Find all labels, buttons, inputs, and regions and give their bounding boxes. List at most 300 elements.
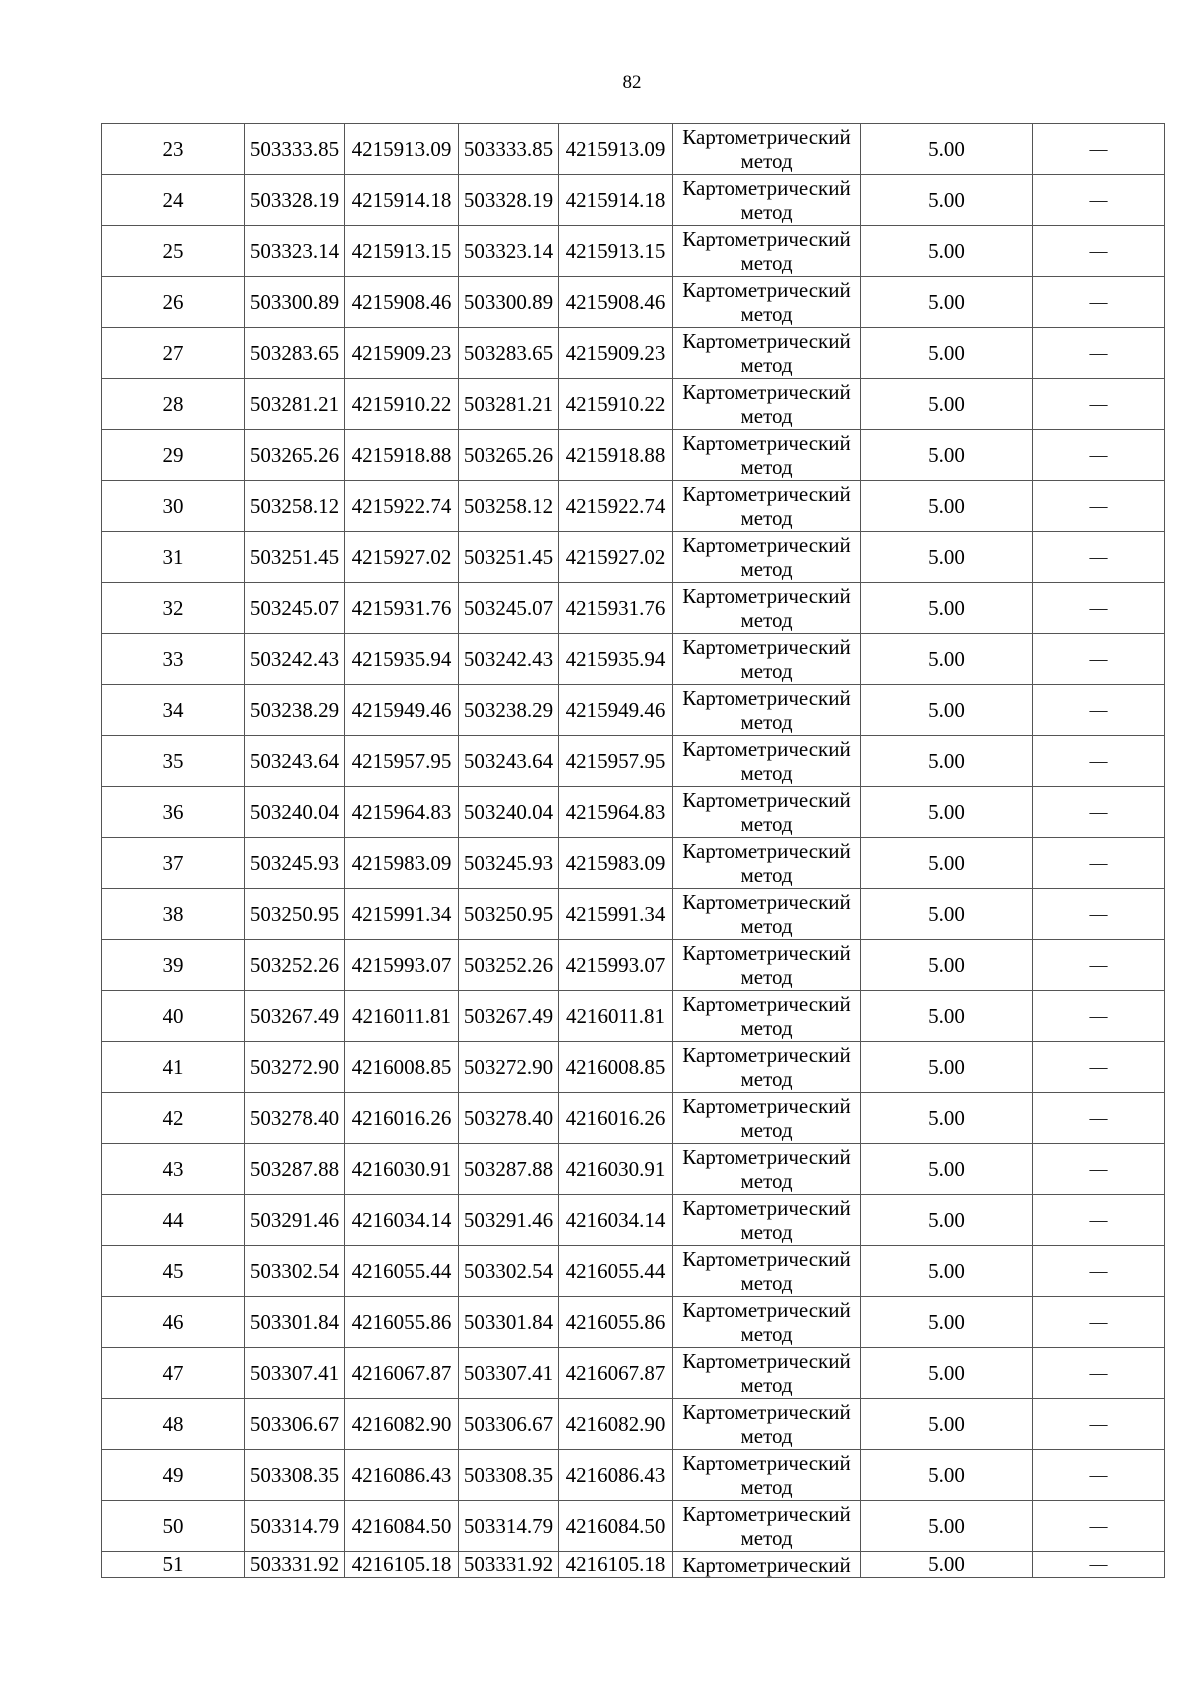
table-row: [102, 124, 1165, 175]
x-old-cell: 503245.07: [245, 583, 345, 634]
precision-cell: 5.00: [861, 1552, 1033, 1578]
x-new-cell: 503250.95: [459, 889, 559, 940]
method-label: Картометрический: [682, 1145, 851, 1169]
method-cell: [673, 787, 861, 838]
description-cell: —: [1033, 430, 1165, 481]
precision-cell: 5.00: [861, 1144, 1033, 1195]
x-new-cell: 503245.93: [459, 838, 559, 889]
x-old-cell: 503306.67: [245, 1399, 345, 1450]
method-label: Картометрический: [682, 1451, 851, 1475]
precision-cell: 5.00: [861, 787, 1033, 838]
point-number-cell: 47: [102, 1348, 245, 1399]
method-label-suffix: метод: [740, 506, 793, 530]
x-new-cell: 503258.12: [459, 481, 559, 532]
table-row: [102, 328, 1165, 379]
table-row: [102, 1246, 1165, 1297]
method-label-suffix: метод: [740, 659, 793, 683]
method-label-suffix: метод: [740, 251, 793, 275]
x-old-cell: 503252.26: [245, 940, 345, 991]
method-cell: [673, 838, 861, 889]
y-new-cell: 4215991.34: [559, 889, 673, 940]
x-new-cell: 503302.54: [459, 1246, 559, 1297]
x-old-cell: 503238.29: [245, 685, 345, 736]
x-old-cell: 503307.41: [245, 1348, 345, 1399]
x-new-cell: 503307.41: [459, 1348, 559, 1399]
method-label-suffix: метод: [740, 1169, 793, 1193]
method-label: Картометрический: [682, 1043, 851, 1067]
x-new-cell: 503283.65: [459, 328, 559, 379]
method-label: Картометрический: [682, 992, 851, 1016]
method-label-suffix: метод: [740, 404, 793, 428]
y-new-cell: 4215909.23: [559, 328, 673, 379]
x-old-cell: 503302.54: [245, 1246, 345, 1297]
x-new-cell: 503278.40: [459, 1093, 559, 1144]
y-new-cell: 4215918.88: [559, 430, 673, 481]
description-cell: —: [1033, 634, 1165, 685]
point-number-cell: 23: [102, 124, 245, 175]
y-old-cell: 4216055.86: [345, 1297, 459, 1348]
precision-cell: 5.00: [861, 940, 1033, 991]
point-number-cell: 38: [102, 889, 245, 940]
method-label-suffix: метод: [740, 812, 793, 836]
x-old-cell: 503281.21: [245, 379, 345, 430]
y-new-cell: 4215922.74: [559, 481, 673, 532]
y-new-cell: 4215910.22: [559, 379, 673, 430]
method-label: Картометрический: [682, 1349, 851, 1373]
table-row: [102, 685, 1165, 736]
description-cell: —: [1033, 940, 1165, 991]
y-new-cell: 4216034.14: [559, 1195, 673, 1246]
y-new-cell: 4215927.02: [559, 532, 673, 583]
method-label: Картометрический: [682, 584, 851, 608]
method-label: Картометрический: [682, 278, 851, 302]
description-cell: —: [1033, 1246, 1165, 1297]
table-row: [102, 1297, 1165, 1348]
method-label-suffix: метод: [740, 1016, 793, 1040]
x-new-cell: 503240.04: [459, 787, 559, 838]
method-cell: [673, 1093, 861, 1144]
y-old-cell: 4216082.90: [345, 1399, 459, 1450]
description-cell: —: [1033, 481, 1165, 532]
x-old-cell: 503242.43: [245, 634, 345, 685]
method-cell: [673, 940, 861, 991]
precision-cell: 5.00: [861, 1297, 1033, 1348]
y-new-cell: 4216030.91: [559, 1144, 673, 1195]
method-label-suffix: метод: [740, 1271, 793, 1295]
y-new-cell: 4215913.09: [559, 124, 673, 175]
y-old-cell: 4216086.43: [345, 1450, 459, 1501]
precision-cell: 5.00: [861, 1501, 1033, 1552]
x-new-cell: 503323.14: [459, 226, 559, 277]
method-cell: [673, 1195, 861, 1246]
method-cell: [673, 991, 861, 1042]
y-new-cell: 4215949.46: [559, 685, 673, 736]
method-label-suffix: метод: [740, 1220, 793, 1244]
y-new-cell: 4216086.43: [559, 1450, 673, 1501]
table-row: [102, 1093, 1165, 1144]
table-row: [102, 481, 1165, 532]
description-cell: —: [1033, 1195, 1165, 1246]
table-row: [102, 787, 1165, 838]
y-new-cell: 4215931.76: [559, 583, 673, 634]
method-cell: [673, 889, 861, 940]
description-cell: —: [1033, 1399, 1165, 1450]
y-new-cell: 4216055.86: [559, 1297, 673, 1348]
x-new-cell: 503287.88: [459, 1144, 559, 1195]
method-cell: [673, 1042, 861, 1093]
x-new-cell: 503308.35: [459, 1450, 559, 1501]
method-label-suffix: метод: [740, 914, 793, 938]
y-new-cell: 4216082.90: [559, 1399, 673, 1450]
point-number-cell: 26: [102, 277, 245, 328]
y-old-cell: 4215935.94: [345, 634, 459, 685]
point-number-cell: 43: [102, 1144, 245, 1195]
coordinates-table: [101, 123, 1165, 1578]
x-old-cell: 503291.46: [245, 1195, 345, 1246]
table-row: [102, 838, 1165, 889]
x-new-cell: 503272.90: [459, 1042, 559, 1093]
table-row: [102, 1042, 1165, 1093]
method-cell: [673, 1297, 861, 1348]
method-cell: [673, 379, 861, 430]
x-new-cell: 503243.64: [459, 736, 559, 787]
description-cell: —: [1033, 991, 1165, 1042]
method-label: Картометрический: [682, 1552, 851, 1577]
page-number: 82: [622, 72, 642, 93]
method-label: Картометрический: [682, 890, 851, 914]
table-row: [102, 1144, 1165, 1195]
method-label: Картометрический: [682, 839, 851, 863]
y-new-cell: 4216016.26: [559, 1093, 673, 1144]
precision-cell: 5.00: [861, 736, 1033, 787]
y-old-cell: 4215908.46: [345, 277, 459, 328]
method-cell: [673, 124, 861, 175]
x-new-cell: 503252.26: [459, 940, 559, 991]
description-cell: —: [1033, 1348, 1165, 1399]
table-row: [102, 1195, 1165, 1246]
precision-cell: 5.00: [861, 1348, 1033, 1399]
x-old-cell: 503331.92: [245, 1552, 345, 1578]
precision-cell: 5.00: [861, 379, 1033, 430]
x-new-cell: 503242.43: [459, 634, 559, 685]
method-cell: [673, 532, 861, 583]
precision-cell: 5.00: [861, 175, 1033, 226]
method-cell: [673, 634, 861, 685]
x-old-cell: 503314.79: [245, 1501, 345, 1552]
y-old-cell: 4215913.15: [345, 226, 459, 277]
precision-cell: 5.00: [861, 430, 1033, 481]
method-label: Картометрический: [682, 176, 851, 200]
method-cell: [673, 1450, 861, 1501]
x-old-cell: 503333.85: [245, 124, 345, 175]
x-old-cell: 503243.64: [245, 736, 345, 787]
x-old-cell: 503258.12: [245, 481, 345, 532]
x-old-cell: 503308.35: [245, 1450, 345, 1501]
x-new-cell: 503291.46: [459, 1195, 559, 1246]
x-new-cell: 503238.29: [459, 685, 559, 736]
method-label: Картометрический: [682, 533, 851, 557]
x-new-cell: 503333.85: [459, 124, 559, 175]
x-new-cell: 503331.92: [459, 1552, 559, 1578]
method-label: Картометрический: [682, 686, 851, 710]
point-number-cell: 35: [102, 736, 245, 787]
point-number-cell: 29: [102, 430, 245, 481]
description-cell: —: [1033, 1297, 1165, 1348]
table-row: [102, 940, 1165, 991]
y-new-cell: 4216008.85: [559, 1042, 673, 1093]
x-old-cell: 503267.49: [245, 991, 345, 1042]
description-cell: —: [1033, 583, 1165, 634]
precision-cell: 5.00: [861, 277, 1033, 328]
y-new-cell: 4215913.15: [559, 226, 673, 277]
method-label-suffix: метод: [740, 608, 793, 632]
method-cell: [673, 481, 861, 532]
point-number-cell: 28: [102, 379, 245, 430]
point-number-cell: 31: [102, 532, 245, 583]
x-old-cell: 503250.95: [245, 889, 345, 940]
y-old-cell: 4215918.88: [345, 430, 459, 481]
method-label: Картометрический: [682, 1094, 851, 1118]
method-label-suffix: метод: [740, 302, 793, 326]
method-label-suffix: метод: [740, 1373, 793, 1397]
method-cell: [673, 1144, 861, 1195]
table-body: [102, 124, 1165, 1578]
x-old-cell: 503278.40: [245, 1093, 345, 1144]
point-number-cell: 30: [102, 481, 245, 532]
method-label: Картометрический: [682, 329, 851, 353]
precision-cell: 5.00: [861, 328, 1033, 379]
y-old-cell: 4215914.18: [345, 175, 459, 226]
y-old-cell: 4216008.85: [345, 1042, 459, 1093]
table-row: [102, 379, 1165, 430]
table-row: [102, 1450, 1165, 1501]
precision-cell: 5.00: [861, 124, 1033, 175]
x-new-cell: 503245.07: [459, 583, 559, 634]
method-cell: [673, 1246, 861, 1297]
table-row: [102, 175, 1165, 226]
precision-cell: 5.00: [861, 1450, 1033, 1501]
method-label: Картометрический: [682, 788, 851, 812]
y-old-cell: 4216016.26: [345, 1093, 459, 1144]
method-label-suffix: метод: [740, 149, 793, 173]
y-old-cell: 4216055.44: [345, 1246, 459, 1297]
y-old-cell: 4215991.34: [345, 889, 459, 940]
method-label-suffix: метод: [740, 353, 793, 377]
point-number-cell: 40: [102, 991, 245, 1042]
x-old-cell: 503272.90: [245, 1042, 345, 1093]
table-row: [102, 226, 1165, 277]
method-label: Картометрический: [682, 1247, 851, 1271]
table-row: [102, 1348, 1165, 1399]
description-cell: —: [1033, 1093, 1165, 1144]
precision-cell: 5.00: [861, 1093, 1033, 1144]
y-old-cell: 4215931.76: [345, 583, 459, 634]
x-old-cell: 503265.26: [245, 430, 345, 481]
precision-cell: 5.00: [861, 634, 1033, 685]
method-label-suffix: метод: [740, 761, 793, 785]
description-cell: —: [1033, 532, 1165, 583]
method-cell: [673, 1348, 861, 1399]
method-label: Картометрический: [682, 737, 851, 761]
method-label: Картометрический: [682, 227, 851, 251]
point-number-cell: 25: [102, 226, 245, 277]
method-label: Картометрический: [682, 125, 851, 149]
point-number-cell: 42: [102, 1093, 245, 1144]
x-old-cell: 503301.84: [245, 1297, 345, 1348]
method-label: Картометрический: [682, 1196, 851, 1220]
method-label: Картометрический: [682, 380, 851, 404]
method-label-suffix: метод: [740, 1067, 793, 1091]
x-new-cell: 503281.21: [459, 379, 559, 430]
table-row: [102, 889, 1165, 940]
precision-cell: 5.00: [861, 1399, 1033, 1450]
method-cell: [673, 277, 861, 328]
point-number-cell: 32: [102, 583, 245, 634]
x-new-cell: 503300.89: [459, 277, 559, 328]
table-row: [102, 277, 1165, 328]
y-old-cell: 4215957.95: [345, 736, 459, 787]
precision-cell: 5.00: [861, 685, 1033, 736]
method-label: Картометрический: [682, 1298, 851, 1322]
precision-cell: 5.00: [861, 1195, 1033, 1246]
method-label: Картометрический: [682, 431, 851, 455]
description-cell: —: [1033, 175, 1165, 226]
x-new-cell: 503314.79: [459, 1501, 559, 1552]
method-cell: [673, 736, 861, 787]
description-cell: —: [1033, 838, 1165, 889]
point-number-cell: 45: [102, 1246, 245, 1297]
table-row: [102, 532, 1165, 583]
y-old-cell: 4216105.18: [345, 1552, 459, 1578]
method-cell: [673, 1552, 861, 1578]
y-old-cell: 4215927.02: [345, 532, 459, 583]
method-cell: [673, 328, 861, 379]
method-label-suffix: метод: [740, 863, 793, 887]
x-new-cell: 503265.26: [459, 430, 559, 481]
precision-cell: 5.00: [861, 838, 1033, 889]
table-row: [102, 1501, 1165, 1552]
point-number-cell: 27: [102, 328, 245, 379]
point-number-cell: 50: [102, 1501, 245, 1552]
x-old-cell: 503251.45: [245, 532, 345, 583]
table-row: [102, 583, 1165, 634]
y-old-cell: 4216011.81: [345, 991, 459, 1042]
method-label-suffix: метод: [740, 200, 793, 224]
method-cell: [673, 430, 861, 481]
y-old-cell: 4216067.87: [345, 1348, 459, 1399]
y-old-cell: 4216030.91: [345, 1144, 459, 1195]
y-new-cell: 4216105.18: [559, 1552, 673, 1578]
y-old-cell: 4215983.09: [345, 838, 459, 889]
precision-cell: 5.00: [861, 1042, 1033, 1093]
y-old-cell: 4215909.23: [345, 328, 459, 379]
x-old-cell: 503283.65: [245, 328, 345, 379]
y-old-cell: 4216034.14: [345, 1195, 459, 1246]
x-old-cell: 503287.88: [245, 1144, 345, 1195]
y-new-cell: 4216055.44: [559, 1246, 673, 1297]
x-old-cell: 503300.89: [245, 277, 345, 328]
point-number-cell: 33: [102, 634, 245, 685]
point-number-cell: 34: [102, 685, 245, 736]
point-number-cell: 37: [102, 838, 245, 889]
point-number-cell: 48: [102, 1399, 245, 1450]
y-new-cell: 4215957.95: [559, 736, 673, 787]
x-new-cell: 503267.49: [459, 991, 559, 1042]
y-old-cell: 4215913.09: [345, 124, 459, 175]
point-number-cell: 49: [102, 1450, 245, 1501]
method-label: Картометрический: [682, 1400, 851, 1424]
precision-cell: 5.00: [861, 889, 1033, 940]
x-old-cell: 503245.93: [245, 838, 345, 889]
description-cell: —: [1033, 1501, 1165, 1552]
method-cell: [673, 1501, 861, 1552]
point-number-cell: 51: [102, 1552, 245, 1578]
method-cell: [673, 175, 861, 226]
y-new-cell: 4215935.94: [559, 634, 673, 685]
y-new-cell: 4215908.46: [559, 277, 673, 328]
description-cell: —: [1033, 736, 1165, 787]
precision-cell: 5.00: [861, 532, 1033, 583]
description-cell: —: [1033, 1552, 1165, 1578]
description-cell: —: [1033, 685, 1165, 736]
description-cell: —: [1033, 277, 1165, 328]
x-old-cell: 503328.19: [245, 175, 345, 226]
y-new-cell: 4215993.07: [559, 940, 673, 991]
method-cell: [673, 583, 861, 634]
x-new-cell: 503328.19: [459, 175, 559, 226]
description-cell: —: [1033, 124, 1165, 175]
description-cell: —: [1033, 787, 1165, 838]
method-label-suffix: метод: [740, 1526, 793, 1550]
y-old-cell: 4215964.83: [345, 787, 459, 838]
precision-cell: 5.00: [861, 583, 1033, 634]
method-label-suffix: метод: [740, 965, 793, 989]
description-cell: —: [1033, 1144, 1165, 1195]
y-old-cell: 4215949.46: [345, 685, 459, 736]
table-row: [102, 634, 1165, 685]
description-cell: —: [1033, 226, 1165, 277]
precision-cell: 5.00: [861, 1246, 1033, 1297]
method-cell: [673, 1399, 861, 1450]
method-label-suffix: метод: [740, 455, 793, 479]
x-old-cell: 503323.14: [245, 226, 345, 277]
method-label: Картометрический: [682, 1502, 851, 1526]
method-cell: [673, 685, 861, 736]
y-new-cell: 4216011.81: [559, 991, 673, 1042]
precision-cell: 5.00: [861, 226, 1033, 277]
description-cell: —: [1033, 379, 1165, 430]
y-old-cell: 4215993.07: [345, 940, 459, 991]
point-number-cell: 46: [102, 1297, 245, 1348]
x-new-cell: 503306.67: [459, 1399, 559, 1450]
y-old-cell: 4215910.22: [345, 379, 459, 430]
y-new-cell: 4215983.09: [559, 838, 673, 889]
method-label: Картометрический: [682, 635, 851, 659]
method-label-suffix: метод: [740, 710, 793, 734]
method-cell: [673, 226, 861, 277]
y-new-cell: 4216084.50: [559, 1501, 673, 1552]
description-cell: —: [1033, 889, 1165, 940]
precision-cell: 5.00: [861, 481, 1033, 532]
x-new-cell: 503251.45: [459, 532, 559, 583]
table-row: [102, 991, 1165, 1042]
description-cell: —: [1033, 1042, 1165, 1093]
precision-cell: 5.00: [861, 991, 1033, 1042]
description-cell: —: [1033, 328, 1165, 379]
method-label-suffix: метод: [740, 1424, 793, 1448]
y-old-cell: 4216084.50: [345, 1501, 459, 1552]
method-label-suffix: метод: [740, 1475, 793, 1499]
